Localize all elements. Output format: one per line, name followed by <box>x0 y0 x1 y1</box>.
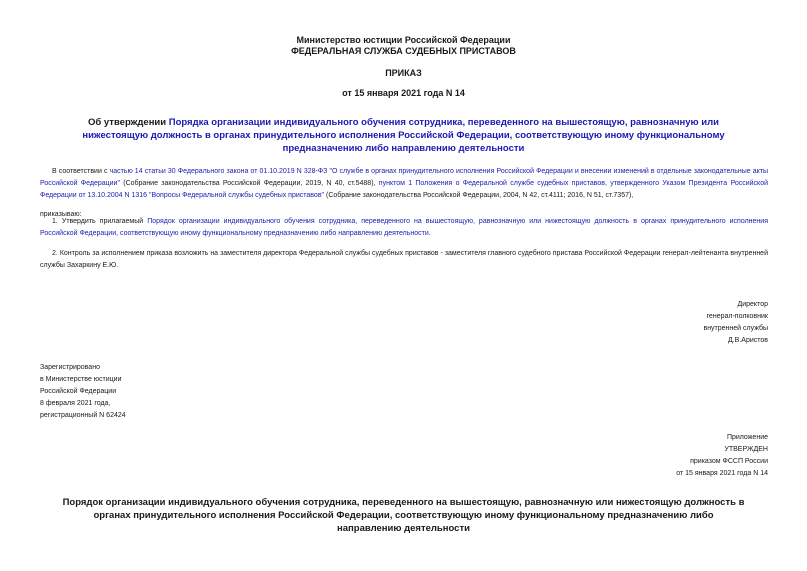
item1-procedure-link[interactable]: Порядок организации индивидуального обучения сотрудника, переведенного на вышестоящую, равнозначную или нижестоящую должность в органах принудительного исполнения Российской Федерации, соответствующую иному функциональному предназначению либо направлению деятельности <box>40 218 768 237</box>
registration-line-1: Зарегистрировано <box>40 364 100 371</box>
signature-position: Директор <box>737 301 768 308</box>
registration-line-4: 8 февраля 2021 года, <box>40 400 111 407</box>
doc-type: ПРИКАЗ <box>385 68 422 78</box>
item1-end: . <box>428 230 431 237</box>
order-word: приказываю: <box>40 211 82 218</box>
order-item-1 <box>40 216 768 240</box>
appendix-approved: УТВЕРЖДЕН <box>724 446 768 453</box>
item1-text: 1. Утвердить прилагаемый <box>52 218 148 225</box>
registration-line-3: Российской Федерации <box>40 388 117 395</box>
preamble-law-link[interactable]: частью 14 статьи 30 Федерального закона от 01.10.2019 N 328-ФЗ "О службе в органах принудительного исполнения Российской Федерации и внесении изменений в отдельные законодательные акты Российской Федерации" <box>40 168 769 187</box>
procedure-title: Порядок организации индивидуального обучения сотрудника, переведенного на вышестоящую, равнозначную или нижестоящую должность в органах принудительного исполнения Российской Федерации, соответствующую иному функциональному предназначению либо направлению деятельности <box>62 497 745 534</box>
order-item-2: 2. Контроль за исполнением приказа возложить на заместителя директора Федеральной службы судебных приставов - заместителя главного судебного пристава Российской Федерации генерал-лейтенанта внутренней службы Захаркину Е.Ю. <box>40 250 768 269</box>
preamble-text-1: В соответствии с <box>52 168 110 175</box>
appendix-order: приказом ФССП России <box>690 458 768 465</box>
preamble-text-2: (Собрание законодательства Российской Федерации, 2019, N 40, ст.5488), <box>119 180 379 187</box>
preamble-text-3: (Собрание законодательства Российской Федерации, 2004, N 42, ст.4111; 2016, N 51, ст.7357), <box>324 192 634 199</box>
signature-name: Д.В.Аристов <box>727 337 768 344</box>
service-name: ФЕДЕРАЛЬНАЯ СЛУЖБА СУДЕБНЫХ ПРИСТАВОВ <box>291 46 516 56</box>
registration-line-5: регистрационный N 62424 <box>40 412 126 419</box>
signature-rank: генерал-полковник <box>706 313 768 320</box>
signature-service: внутренней службы <box>703 325 768 332</box>
appendix-block <box>676 432 768 480</box>
signature-block <box>703 299 768 347</box>
preamble-decree-link[interactable]: пунктом 1 Положения о Федеральной службе судебных приставов, утвержденного Указом Президента Российской Федерации от 13.10.2004 N 1316 "Вопросы Федеральной службы судебных приставов" <box>40 180 769 199</box>
appendix-date: от 15 января 2021 года N 14 <box>676 470 768 477</box>
doc-date-number: от 15 января 2021 года N 14 <box>342 88 465 98</box>
appendix-label: Приложение <box>726 434 768 441</box>
registration-block <box>40 362 126 422</box>
title-prefix: Об утверждении <box>88 117 169 128</box>
preamble-paragraph <box>40 166 768 202</box>
order-title <box>60 116 747 155</box>
ministry-name: Министерство юстиции Российской Федерации <box>296 35 511 45</box>
title-link[interactable]: Порядка организации индивидуального обучения сотрудника, переведенного на вышестоящую, равнозначную или нижестоящую должность в органах принудительного исполнения Российской Федерации, соответствующую иному функциональному предназначению либо направлению деятельности <box>82 117 725 154</box>
registration-line-2: в Министерстве юстиции <box>40 376 122 383</box>
